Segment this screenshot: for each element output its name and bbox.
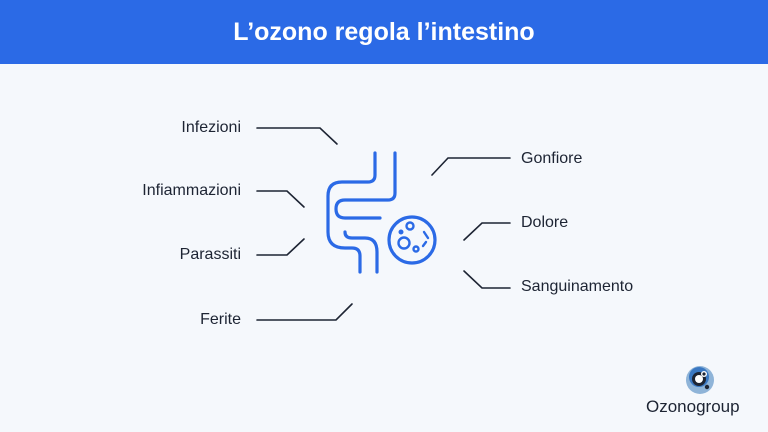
page-title: L’ozono regola l’intestino — [233, 17, 535, 46]
connector-infiammazioni — [257, 191, 304, 207]
label-dolore: Dolore — [521, 214, 569, 231]
label-infezioni: Infezioni — [181, 119, 241, 136]
brand-name: Ozonogroup — [646, 397, 740, 416]
connector-gonfiore — [432, 158, 510, 175]
label-sanguinamento: Sanguinamento — [521, 278, 634, 295]
label-infiammazioni: Infiammazioni — [142, 182, 241, 199]
label-gonfiore: Gonfiore — [521, 150, 583, 167]
label-parassiti: Parassiti — [179, 246, 241, 263]
connector-parassiti — [257, 239, 304, 255]
connector-sanguinamento — [464, 271, 510, 288]
intestine-icon — [328, 153, 435, 272]
bacteria-dots — [399, 223, 429, 252]
ozonogroup-logo-icon — [682, 362, 720, 396]
connector-dolore — [464, 223, 510, 240]
connector-ferite — [257, 304, 352, 320]
connector-infezioni — [257, 128, 337, 144]
label-ferite: Ferite — [200, 311, 241, 328]
